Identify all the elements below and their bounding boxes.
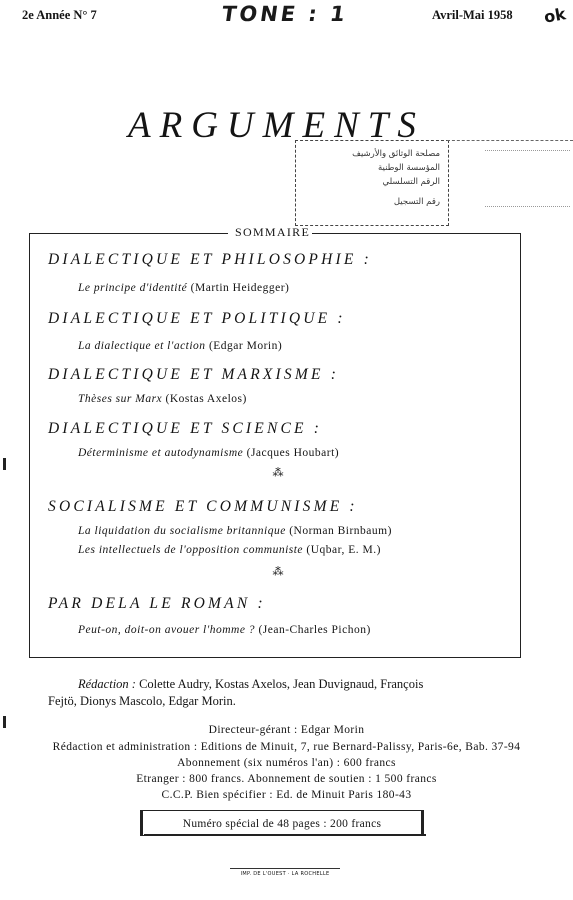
stamp-line: المؤسسة الوطنية [377,163,440,173]
redaction-line [78,677,518,692]
article-entry [78,624,371,636]
redaction-label: Rédaction : [78,677,136,691]
section-heading: SOCIALISME ET COMMUNISME : [48,498,358,515]
article-entry [78,393,247,405]
article-author: (Uqbar, E. M.) [306,544,381,556]
box-rule [312,233,520,234]
article-author: (Jean-Charles Pichon) [258,624,371,636]
scan-mark [3,716,6,728]
section-heading: PAR DELA LE ROMAN : [48,595,266,612]
section-heading: DIALECTIQUE ET PHILOSOPHIE : [48,251,372,268]
scan-mark [3,458,6,470]
article-entry [78,544,381,556]
article-author: (Martin Heidegger) [190,282,290,294]
article-author: (Norman Birnbaum) [289,525,392,537]
handwritten-annotation: TONE : 1 [220,2,350,26]
colophon-line: Etranger : 800 francs. Abonnement de soutien : 1 500 francs [136,773,437,785]
stamp-line: الرقم التسلسلي [382,177,440,187]
handwritten-mark: ok [542,4,568,27]
article-title: La liquidation du socialisme britannique [78,525,286,537]
issue-number: 2e Année N° 7 [22,8,97,22]
article-title: Déterminisme et autodynamisme [78,447,244,459]
colophon-line: Directeur-gérant : Edgar Morin [208,724,365,736]
colophon-line: Abonnement (six numéros l'an) : 600 francs [177,757,396,769]
article-author: (Kostas Axelos) [165,393,247,405]
section-heading: DIALECTIQUE ET POLITIQUE : [48,310,346,327]
article-entry [78,447,339,459]
stamp-border [485,150,570,207]
stamp-line: مصلحة الوثائق والأرشيف [352,149,440,159]
article-entry [78,282,289,294]
colophon-line: Rédaction et administration : Editions de Minuit, 7, rue Bernard-Palissy, Paris-6e, Bab. 37-94 [52,741,521,753]
asterism: ⁂ [272,566,284,578]
article-title: Les intellectuels de l'opposition communiste [78,544,304,556]
article-entry [78,525,392,537]
colophon-line: C.C.P. Bien spécifier : Ed. de Minuit Paris 180-43 [161,789,412,801]
archive-stamp [295,140,449,226]
box-shadow [144,834,426,836]
article-title: La dialectique et l'action [78,340,206,352]
sommaire-label: SOMMAIRE [235,225,311,239]
article-title: Peut-on, doit-on avouer l'homme ? [78,624,256,636]
stamp-border [447,140,573,141]
article-title: Thèses sur Marx [78,393,163,405]
page-title: ARGUMENTS [128,105,425,146]
issue-date: Avril-Mai 1958 [432,8,513,22]
article-author: (Edgar Morin) [208,340,283,352]
redaction-names: Colette Audry, Kostas Axelos, Jean Duvignaud, François [139,677,424,691]
article-author: (Jacques Houbart) [246,447,340,459]
article-title: Le principe d'identité [78,282,188,294]
section-heading: DIALECTIQUE ET MARXISME : [48,366,340,383]
redaction-names-cont: Fejtö, Dionys Mascolo, Edgar Morin. [48,694,236,708]
section-heading: DIALECTIQUE ET SCIENCE : [48,420,323,437]
asterism: ⁂ [272,467,284,479]
box-rule [29,233,228,234]
special-issue-box: Numéro spécial de 48 pages : 200 francs [140,810,424,836]
stamp-line: رقم التسجيل [393,197,440,207]
printer-imprint: IMP. DE L'OUEST · LA ROCHELLE [230,868,340,877]
article-entry [78,340,282,352]
